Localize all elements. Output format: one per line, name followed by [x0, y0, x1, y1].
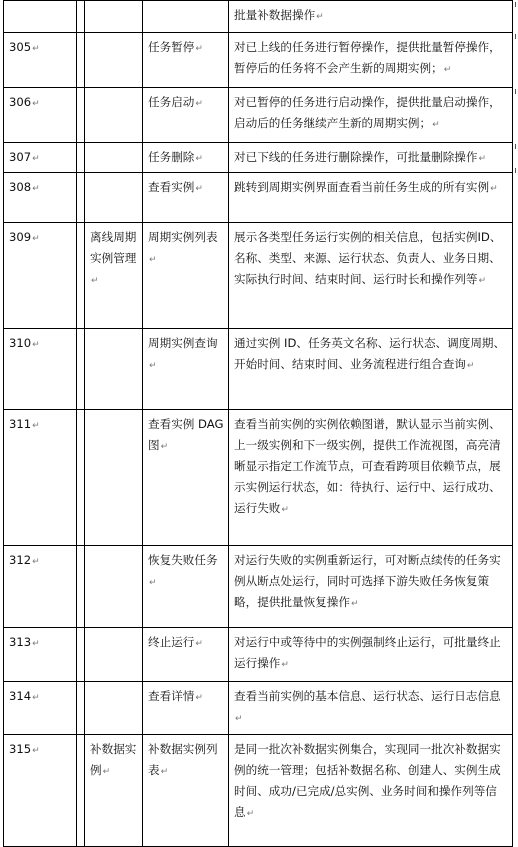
paragraph-mark: ↵ [466, 361, 475, 371]
row-spacer-cell [77, 410, 85, 546]
table-row [4, 223, 513, 329]
row-module-cell [85, 143, 143, 173]
paragraph-mark: ↵ [432, 120, 440, 130]
row-function-text: 查看实例 [148, 180, 195, 194]
paragraph-mark: ↵ [32, 99, 40, 109]
row-function-text: 周期实例查询 [148, 336, 218, 350]
row-function-cell [143, 410, 229, 546]
table-row [4, 143, 513, 173]
row-description-cell [229, 628, 513, 682]
paragraph-mark: ↵ [32, 557, 40, 567]
table-body [4, 1, 513, 847]
requirements-table [3, 0, 513, 847]
row-description-cell [229, 546, 513, 628]
paragraph-mark: ↵ [281, 660, 289, 670]
row-function-cell [143, 682, 229, 735]
paragraph-mark: ↵ [281, 505, 289, 515]
row-description-cell [229, 88, 513, 143]
row-description-text: 跳转到周期实例界面查看当前任务生成的所有实例 [234, 180, 490, 194]
row-function-cell [143, 223, 229, 329]
row-description-cell [229, 143, 513, 173]
row-spacer-cell [77, 682, 85, 735]
paragraph-mark: ↵ [490, 184, 498, 194]
row-description-cell [229, 410, 513, 546]
table-row [4, 410, 513, 546]
row-id-cell [4, 223, 77, 329]
row-id-cell [4, 143, 77, 173]
row-description-text: 通过实例 ID、任务英文名称、运行状态、调度周期、开始时间、结束时间、业务流程进行组合查询 [234, 336, 506, 371]
row-module-cell [85, 546, 143, 628]
row-id-cell [4, 735, 77, 847]
row-module-cell [85, 173, 143, 223]
row-spacer-cell [77, 546, 85, 628]
paragraph-mark: ↵ [32, 44, 40, 54]
edge-tick [515, 144, 516, 149]
row-description-text: 查看当前实例的实例依赖图谱，默认显示当前实例、上一级实例和下一级实例，提供工作流视图，高亮清晰显示指定工作流节点，可查看跨项目依赖节点，展示实例运行状态，如：待执行、运行中、运行成功、运行失败 [234, 417, 501, 515]
paragraph-mark: ↵ [32, 154, 40, 164]
paragraph-mark: ↵ [316, 12, 324, 22]
paragraph-mark: ↵ [235, 714, 243, 724]
row-spacer-cell [77, 329, 85, 410]
row-function-cell [143, 173, 229, 223]
paragraph-mark: ↵ [195, 44, 203, 54]
paragraph-mark: ↵ [195, 99, 203, 109]
table-row [4, 735, 513, 847]
row-description-text: 对已下线的任务进行删除操作，可批量删除操作 [234, 150, 478, 164]
row-description-cell [229, 329, 513, 410]
edge-tick [515, 89, 516, 94]
row-id-cell [4, 329, 77, 410]
paragraph-mark: ↵ [195, 639, 203, 649]
table-row [4, 1, 513, 33]
row-id-text: 308 [9, 180, 32, 194]
row-id-cell [4, 173, 77, 223]
row-description-cell [229, 1, 513, 33]
row-spacer-cell [77, 143, 85, 173]
row-module-cell [85, 33, 143, 88]
row-function-text: 查看详情 [148, 689, 195, 703]
row-id-text: 310 [9, 336, 32, 350]
row-function-text: 补数据实例列表 [148, 742, 218, 777]
row-module-cell [85, 735, 143, 847]
row-module-cell [85, 410, 143, 546]
row-description-text: 是同一批次补数据实例集合，实现同一批次补数据实例的统一管理；包括补数据名称、创建人、实例生成时间、成功/已完成/总实例、业务时间和操作列等信息 [234, 742, 501, 819]
row-id-text: 312 [9, 553, 32, 567]
row-module-text: 补数据实例 [90, 742, 137, 777]
row-description-text: 对已上线的任务进行暂停操作，提供批量暂停操作，暂停后的任务将不会产生新的周期实例； [234, 40, 501, 75]
row-function-text: 恢复失败任务 [148, 553, 218, 567]
paragraph-mark: ↵ [149, 578, 157, 588]
row-id-cell [4, 682, 77, 735]
edge-tick [515, 34, 516, 39]
paragraph-mark: ↵ [32, 746, 40, 756]
table-row [4, 329, 513, 410]
row-function-cell [143, 1, 229, 33]
row-module-cell [85, 223, 143, 329]
row-spacer-cell [77, 223, 85, 329]
paragraph-mark: ↵ [160, 442, 169, 452]
row-function-cell [143, 628, 229, 682]
paragraph-mark: ↵ [478, 154, 487, 164]
row-id-text: 315 [9, 742, 32, 756]
row-description-text: 查看当前实例的基本信息、运行状态、运行日志信息 [234, 689, 501, 703]
row-function-text: 任务删除 [148, 150, 195, 164]
row-description-cell [229, 682, 513, 735]
paragraph-mark: ↵ [195, 184, 203, 194]
row-spacer-cell [77, 33, 85, 88]
edge-tick [515, 168, 516, 173]
row-function-cell [143, 88, 229, 143]
row-function-text: 终止运行 [148, 635, 195, 649]
row-function-text: 查看实例 DAG 图 [148, 417, 224, 452]
paragraph-mark: ↵ [149, 361, 157, 371]
row-id-text: 309 [9, 230, 32, 244]
row-id-cell [4, 410, 77, 546]
row-spacer-cell [77, 88, 85, 143]
row-module-cell [85, 682, 143, 735]
row-description-cell [229, 735, 513, 847]
edge-tick [515, 2, 516, 7]
paragraph-mark: ↵ [350, 599, 359, 609]
paragraph-mark: ↵ [102, 767, 111, 777]
row-description-cell [229, 223, 513, 329]
row-module-cell [85, 1, 143, 33]
row-id-cell [4, 1, 77, 33]
row-description-text: 展示各类型任务运行实例的相关信息，包括实例ID、名称、类型、来源、运行状态、负责人、业务日期、实际执行时间、结束时间、运行时长和操作列等 [234, 230, 502, 286]
row-description-text: 对运行中或等待中的实例强制终止运行，可批量终止运行操作 [234, 635, 501, 670]
row-function-text: 任务启动 [148, 95, 195, 109]
row-spacer-cell [77, 628, 85, 682]
paragraph-mark: ↵ [32, 639, 40, 649]
row-id-text: 311 [9, 417, 32, 431]
table-row [4, 546, 513, 628]
row-description-cell [229, 33, 513, 88]
table-row [4, 88, 513, 143]
row-id-cell [4, 33, 77, 88]
paragraph-mark: ↵ [246, 809, 255, 819]
row-spacer-cell [77, 735, 85, 847]
row-id-cell [4, 628, 77, 682]
row-module-cell [85, 329, 143, 410]
row-id-text: 314 [9, 689, 32, 703]
row-function-cell [143, 329, 229, 410]
table-row [4, 33, 513, 88]
row-module-cell [85, 628, 143, 682]
row-function-cell [143, 735, 229, 847]
row-function-cell [143, 143, 229, 173]
paragraph-mark: ↵ [478, 276, 487, 286]
row-spacer-cell [77, 173, 85, 223]
row-function-text: 任务暂停 [148, 40, 195, 54]
row-module-text: 离线周期实例管理 [90, 230, 137, 265]
table-row [4, 173, 513, 223]
row-spacer-cell [77, 1, 85, 33]
paragraph-mark: ↵ [443, 65, 452, 75]
row-id-text: 306 [9, 95, 32, 109]
row-description-cell [229, 173, 513, 223]
paragraph-mark: ↵ [91, 276, 99, 286]
row-id-text: 305 [9, 40, 32, 54]
paragraph-mark: ↵ [32, 693, 40, 703]
row-function-cell [143, 546, 229, 628]
paragraph-mark: ↵ [195, 154, 203, 164]
paragraph-mark: ↵ [149, 255, 157, 265]
table-row [4, 628, 513, 682]
table-row [4, 682, 513, 735]
paragraph-mark: ↵ [32, 421, 40, 431]
paragraph-mark: ↵ [195, 693, 203, 703]
paragraph-mark: ↵ [32, 234, 40, 244]
paragraph-mark: ↵ [160, 767, 169, 777]
paragraph-mark: ↵ [32, 184, 40, 194]
row-id-cell [4, 546, 77, 628]
row-function-text: 周期实例列表 [148, 230, 218, 244]
row-id-text: 307 [9, 150, 32, 164]
row-module-cell [85, 88, 143, 143]
row-id-text: 313 [9, 635, 32, 649]
paragraph-mark: ↵ [32, 340, 40, 350]
row-description-text: 批量补数据操作 [234, 8, 316, 22]
row-id-cell [4, 88, 77, 143]
row-description-text: 对已暂停的任务进行启动操作，提供批量启动操作，启动后的任务继续产生新的周期实例； [234, 95, 501, 130]
row-function-cell [143, 33, 229, 88]
row-description-text: 对运行失败的实例重新运行，可对断点续传的任务实例从断点处运行，同时可选择下游失败任务恢复策略，提供批量恢复操作 [234, 553, 501, 609]
